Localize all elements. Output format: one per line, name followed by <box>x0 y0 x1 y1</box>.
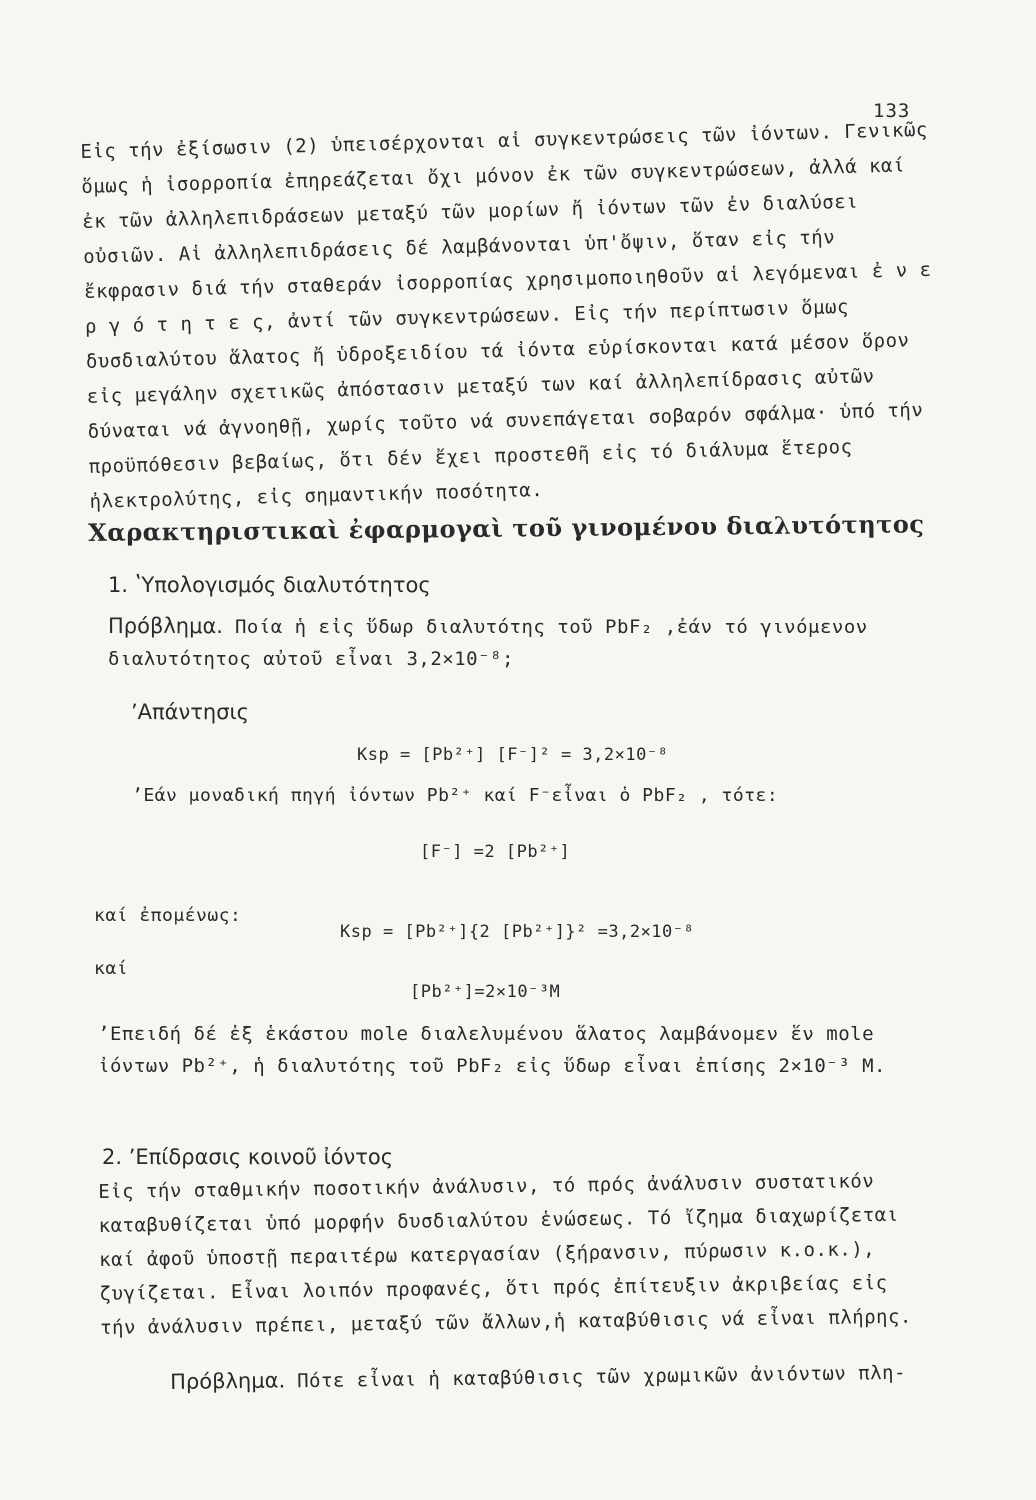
problem-1 <box>108 610 928 675</box>
section-2-paragraph: Εἰς τήν σταθμικήν ποσοτικήν ἀνάλυσιν, τό πρός ἀνάλυσιν συστατικόν καταβυθίζεται ὑπό μορφήν δυσδιαλύτου ἑνώσεως. Τό ἴζημα διαχωρίζεται καί ἀφοῦ ὑποστῇ περαιτέρω κατεργασίαν (ξήρανσιν, πύρωσιν κ.ο.κ.), ζυγίζεται. Εἶναι λοιπόν προφανές, ὅτι πρός ἐπίτευξιν ἀκριβείας εἰς τήν ἀνάλυσιν πρέπει, μεταξύ τῶν ἄλλων,ἡ καταβύθισις νά εἶναι πλήρης. <box>98 1170 913 1339</box>
subsection-heading-2: 2. ʼΕπίδρασις κοινοῦ ἰόντος <box>102 1145 394 1169</box>
equation-ksp-substituted: Ksp = [Pb²⁺]{2 [Pb²⁺]}² =3,2×10⁻⁸ <box>340 922 695 942</box>
answer-label: ʼΑπάντησις <box>131 700 249 724</box>
subsection-heading-1: 1. ʽΥπολογισμός διαλυτότητος <box>108 573 431 597</box>
section-heading: Χαρακτηριστικαὶ ἐφαρμογαὶ τοῦ γινομένου διαλυτότητος <box>88 509 925 547</box>
problem-2-text: Πότε εἶναι ἡ καταβύθισις τῶν χρωμικῶν ἀνιόντων πλη- <box>296 1361 907 1393</box>
equation-fluoride: [F⁻] =2 [Pb²⁺] <box>420 842 571 862</box>
ion-source-line: ʼΕάν μοναδική πηγή ἰόντων Pb²⁺ καί F⁻εἶναι ὁ PbF₂ , τότε: <box>132 785 779 806</box>
conclusion-paragraph: ʼΕπειδή δέ ἐξ ἑκάστου mole διαλελυμένου ἅλατος λαμβάνομεν ἕν mole ἰόντων Pb²⁺, ἡ διαλυτότης τοῦ PbF₂ εἰς ὕδωρ εἶναι ἐπίσης 2×10⁻³ M. <box>98 1023 886 1077</box>
problem-1-text: Ποία ἡ εἰς ὕδωρ διαλυτότης τοῦ PbF₂ ,ἐάν τό γινόμενον διαλυτότητος αὐτοῦ εἶναι 3,2×10⁻⁸; <box>108 616 868 670</box>
page-number: 133 <box>873 100 911 122</box>
problem-1-label: Πρόβλημα. <box>108 614 223 638</box>
intro-paragraph: Εἰς τήν ἐξίσωσιν (2) ὑπεισέρχονται αἱ συγκεντρώσεις τῶν ἰόντων. Γενικῶς ὅμως ἡ ἰσορροπία ἐπηρεάζεται ὄχι μόνον ἐκ τῶν συγκεντρώσεων, ἀλλά καί ἐκ τῶν ἀλληλεπιδράσεων μεταξύ τῶν μορίων ἤ ἰόντων τῶν ἐν διαλύσει οὐσιῶν. Αἱ ἀλληλεπιδράσεις δέ λαμβάνονται ὑπ'ὄψιν, ὅταν εἰς τήν ἔκφρασιν διά τήν σταθεράν ἰσορροπίας χρησιμοποιηθοῦν αἱ λεγόμεναι ἐ ν ε ρ γ ό τ η τ ε ς, ἀντί τῶν συγκεντρώσεων. Εἰς τήν περίπτωσιν ὅμως δυσδιαλύτου ἅλατος ἤ ὑδροξειδίου τά ἰόντα εὑρίσκονται κατά μέσον ὅρον εἰς μεγάλην σχετικῶς ἀπόστασιν μεταξύ των καί ἀλληλεπίδρασις αὐτῶν δύναται νά ἀγνοηθῇ, χωρίς τοῦτο νά συνεπάγεται σοβαρόν σφάλμα· ὑπό τήν προϋπόθεσιν βεβαίως, ὅτι δέν ἔχει προστεθῆ εἰς τό διάλυμα ἕτερος ἠλεκτρολύτης, εἰς σημαντικήν ποσότητα. <box>80 118 932 513</box>
equation-ksp: Ksp = [Pb²⁺] [F⁻]² = 3,2×10⁻⁸ <box>357 745 669 765</box>
consequently-label: καί ἐπομένως: <box>94 905 242 926</box>
problem-2-label: Πρόβλημα. <box>170 1368 286 1394</box>
problem-2 <box>170 1359 970 1394</box>
equation-lead-concentration: [Pb²⁺]=2×10⁻³M <box>410 982 561 1002</box>
and-label: καί <box>94 958 129 979</box>
